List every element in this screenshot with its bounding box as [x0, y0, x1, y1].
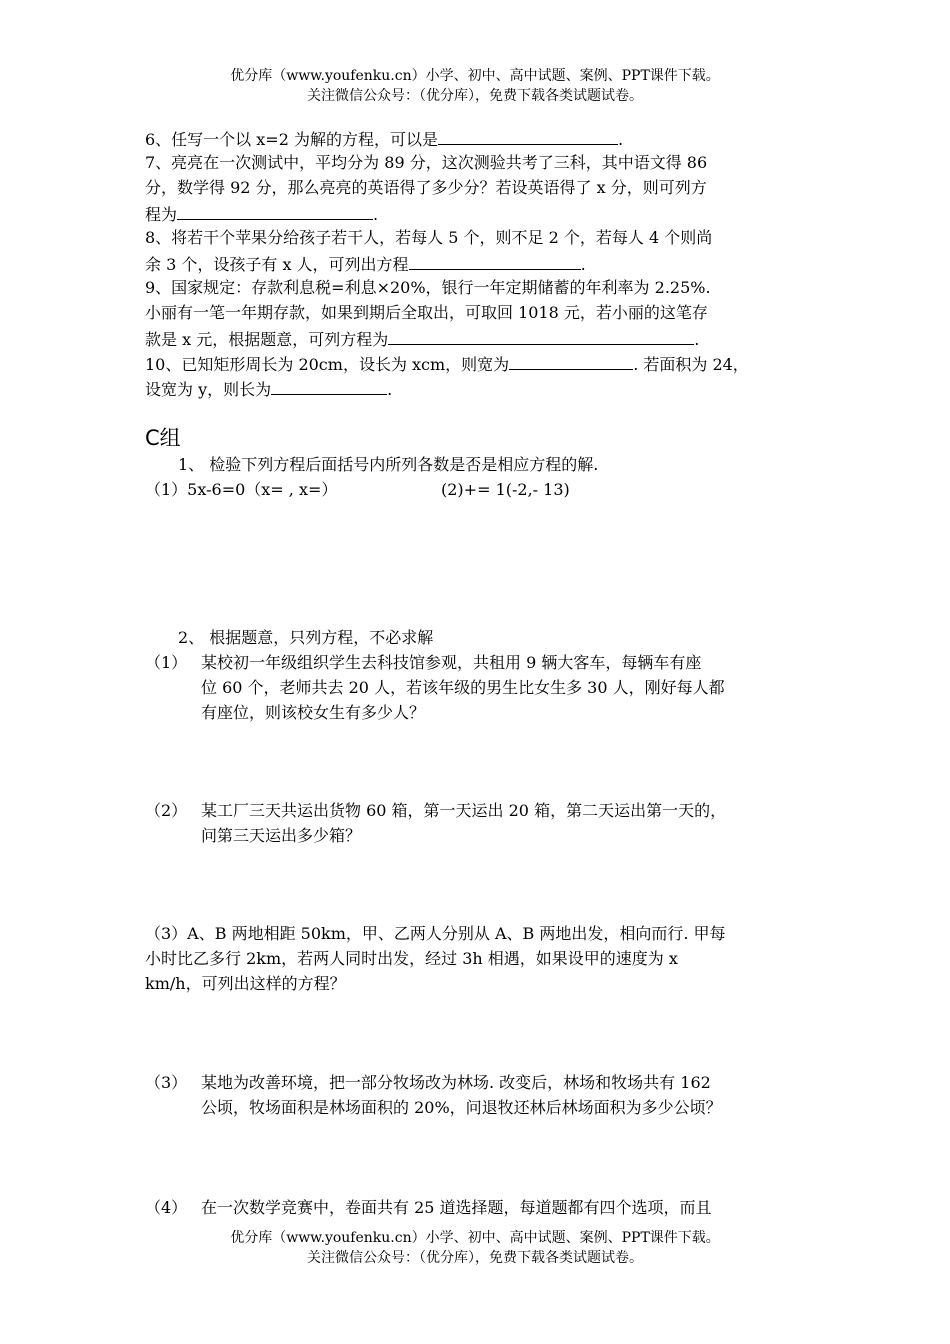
answer-blank[interactable]: [509, 351, 633, 370]
page-header: [0, 66, 950, 106]
question-9-line-3: 款是 x 元，根据题意，可列方程为 .: [145, 326, 825, 352]
c-problem-2-item-5-line-1: （4） 在一次数学竞赛中，卷面共有 25 道选择题，每道题都有四个选项，而且: [145, 1196, 825, 1220]
question-7-line-2: 分，数学得 92 分，那么亮亮的英语得了多少分？若设英语得了 x 分，则可列方: [145, 178, 707, 197]
c-problem-1-item-a: （1）5x-6=0（x= , x=）: [145, 480, 338, 499]
question-10-line-2: 设宽为 y，则长为 .: [145, 376, 825, 402]
c-problem-2-title: 2、 根据题意，只列方程，不必求解: [178, 628, 434, 647]
c-problem-2-item-4-line-1: （3） 某地为改善环境，把一部分牧场改为林场. 改变后，林场和牧场共有 162: [145, 1071, 825, 1095]
question-7-line-1: 7、亮亮在一次测试中，平均分为 89 分，这次测验共考了三科，其中语文得 86: [145, 153, 708, 172]
c-problem-2-item-1-line-2: 位 60 个，老师共去 20 人，若该年级的男生比女生多 30 人，刚好每人都: [201, 678, 725, 697]
answer-blank[interactable]: [388, 326, 694, 345]
c-problem-2-item-2-line-1: （2） 某工厂三天共运出货物 60 箱，第一天运出 20 箱，第二天运出第一天的，: [145, 799, 825, 823]
question-9-line-1: 9、国家规定：存款利息税=利息×20%，银行一年定期储蓄的年利率为 2.25%.: [145, 278, 711, 297]
question-8-line-2: 余 3 个，设孩子有 x 人，可列出方程 .: [145, 251, 825, 277]
question-9-line-2: 小丽有一笔一年期存款，如果到期后全取出，可取回 1018 元，若小丽的这笔存: [145, 303, 708, 322]
header-line-1: 优分库（www.youfenku.cn）小学、初中、高中试题、案例、PPT课件下载。: [230, 68, 720, 84]
footer-line-1: 优分库（www.youfenku.cn）小学、初中、高中试题、案例、PPT课件下载。: [230, 1230, 720, 1246]
question-6: 6、任写一个以 x=2 为解的方程，可以是 .: [145, 126, 825, 152]
section-c-heading: C组: [145, 426, 181, 450]
c-problem-2-item-3-line-2: 小时比乙多行 2km，若两人同时出发，经过 3h 相遇，如果设甲的速度为 x: [145, 949, 678, 968]
answer-blank[interactable]: [438, 126, 618, 145]
question-10-line-1: 10、已知矩形周长为 20cm，设长为 xcm，则宽为 . 若面积为 24，: [145, 351, 825, 377]
footer-line-2: 关注微信公众号：（优分库），免费下载各类试题试卷。: [307, 1250, 643, 1266]
c-problem-1-item-b: (2)+= 1(-2,- 13): [441, 480, 570, 499]
c-problem-1-items: [145, 478, 825, 502]
item-number: （1）: [145, 653, 188, 672]
c-problem-1-title: 1、 检验下列方程后面括号内所列各数是否是相应方程的解.: [178, 455, 599, 474]
page-footer: [0, 1228, 950, 1268]
question-7-line-3: 程为 .: [145, 201, 825, 227]
item-number: （2）: [145, 801, 188, 820]
item-number: （4）: [145, 1198, 188, 1217]
c-problem-2-item-3-line-3: km/h，可列出这样的方程？: [145, 974, 346, 993]
answer-blank[interactable]: [271, 376, 387, 395]
answer-blank[interactable]: [409, 251, 581, 270]
question-8-line-1: 8、将若干个苹果分给孩子若干人，若每人 5 个，则不足 2 个，若每人 4 个则尚: [145, 228, 713, 247]
c-problem-2-item-1-line-3: 有座位，则该校女生有多少人？: [201, 703, 426, 722]
item-number: （3）: [145, 1073, 188, 1092]
c-problem-2-item-1-line-1: （1） 某校初一年级组织学生去科技馆参观，共租用 9 辆大客车，每辆车有座: [145, 651, 825, 675]
header-line-2: 关注微信公众号：（优分库），免费下载各类试题试卷。: [307, 88, 643, 104]
c-problem-2-item-3-line-1: （3）A、B 两地相距 50km，甲、乙两人分别从 A、B 两地出发，相向而行. 甲每: [145, 924, 726, 943]
c-problem-2-item-2-line-2: 问第三天运出多少箱？: [201, 826, 362, 845]
c-problem-2-item-4-line-2: 公顷，牧场面积是林场面积的 20%，问退牧还林后林场面积为多少公顷？: [201, 1098, 722, 1117]
answer-blank[interactable]: [177, 201, 373, 220]
